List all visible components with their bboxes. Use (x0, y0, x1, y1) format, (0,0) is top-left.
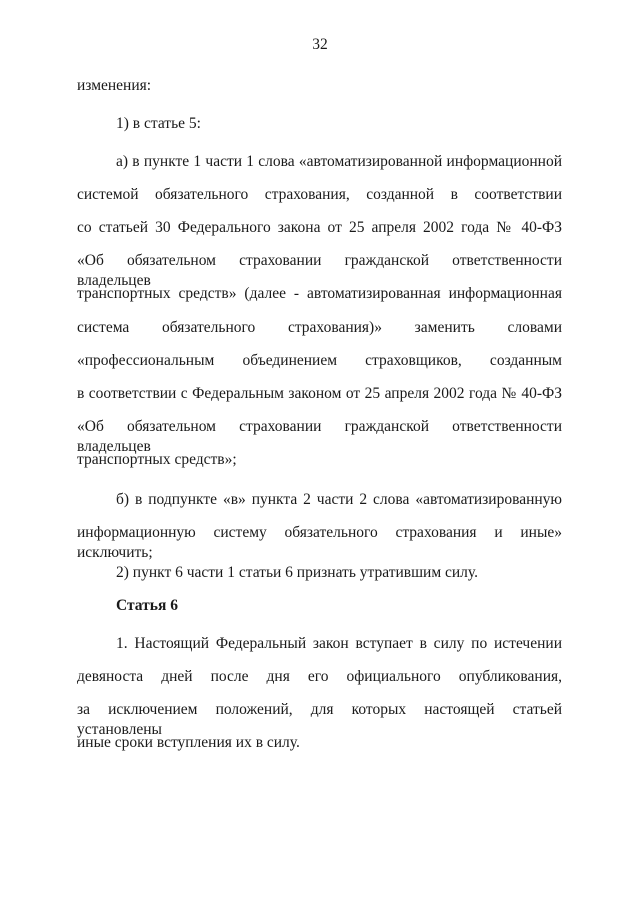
text-line: «Об обязательном страховании гражданской ответственности владельцев (77, 252, 562, 289)
text-line: а) в пункте 1 части 1 слова «автоматизированной информационной (116, 153, 562, 170)
text-line: б) в подпункте «в» пункта 2 части 2 слова «автоматизированную (116, 491, 562, 508)
text-line: 2) пункт 6 части 1 статьи 6 признать утратившим силу. (116, 564, 478, 581)
text-line: системой обязательного страхования, созданной в соответствии (77, 186, 562, 203)
text-line: система обязательного страхования)» заменить словами (77, 319, 562, 336)
text-line: транспортных средств»; (77, 451, 237, 468)
article-heading: Статья 6 (116, 597, 178, 614)
text-line: иные сроки вступления их в силу. (77, 734, 300, 751)
text-line: в соответствии с Федеральным законом от 25 апреля 2002 года № 40-ФЗ (77, 385, 562, 402)
text-line: «Об обязательном страховании гражданской ответственности владельцев (77, 418, 562, 455)
text-line: изменения: (77, 77, 152, 94)
text-line: за исключением положений, для которых настоящей статьей установлены (77, 701, 562, 738)
text-line: «профессиональным объединением страховщиков, созданным (77, 352, 562, 369)
text-line: 1. Настоящий Федеральный закон вступает в силу по истечении (116, 635, 562, 652)
text-line: транспортных средств» (далее - автоматизированная информационная (77, 285, 562, 302)
page-number: 32 (312, 36, 328, 53)
text-line: девяноста дней после дня его официального опубликования, (77, 668, 562, 685)
text-line: информационную систему обязательного страхования и иные» исключить; (77, 524, 562, 561)
text-line: 1) в статье 5: (116, 115, 201, 132)
text-line: со статьей 30 Федерального закона от 25 апреля 2002 года № 40-ФЗ (77, 219, 562, 236)
